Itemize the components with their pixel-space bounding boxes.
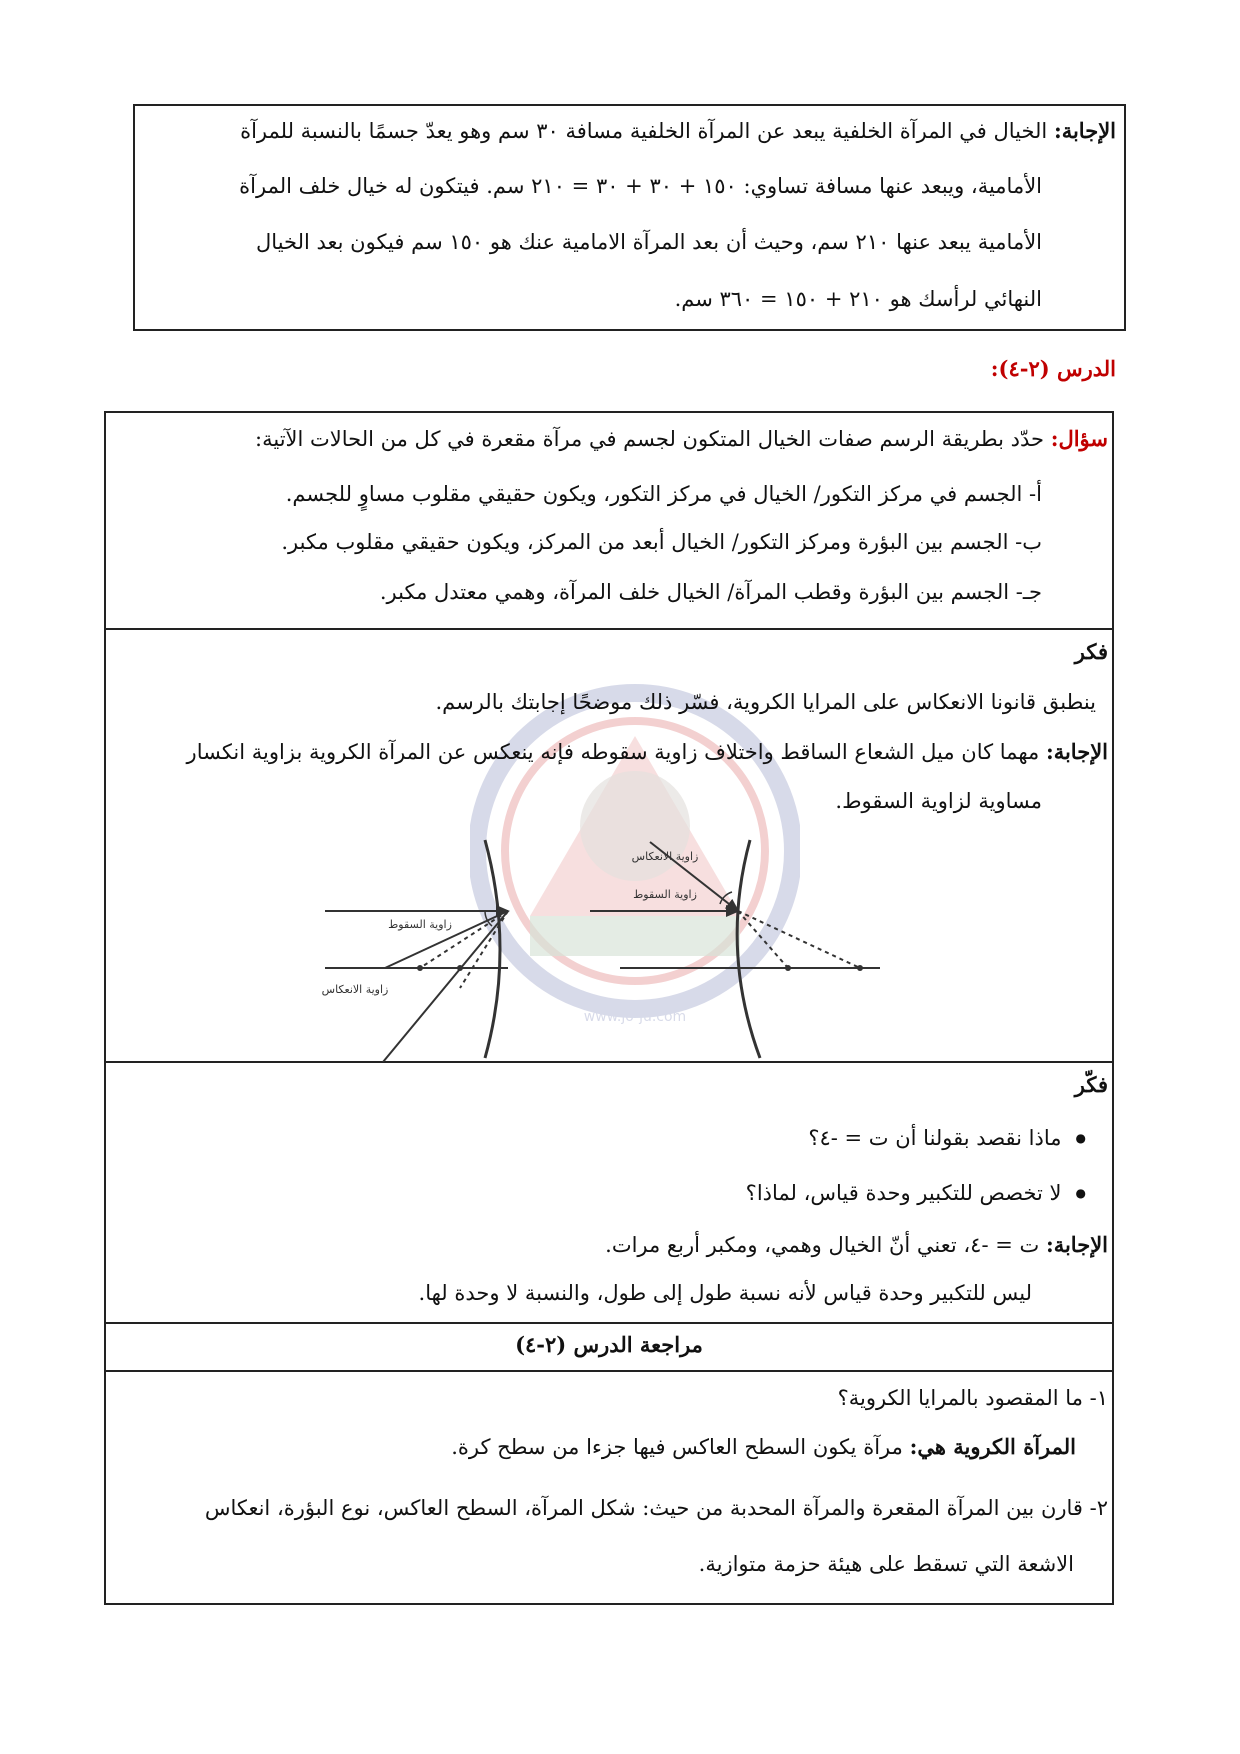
case-c: جـ- الجسم بين البؤرة وقطب المرآة/ الخيال خلف المرآة، وهمي معتدل مكبر. xyxy=(379,580,1042,604)
divider-1 xyxy=(104,628,1114,630)
right-mirror xyxy=(737,840,760,1058)
review-q2-line2: الاشعة التي تسقط على هيئة حزمة متوازية. xyxy=(698,1552,1074,1576)
right-incidence-label: زاوية السقوط xyxy=(633,888,697,901)
answer-label: الإجابة: xyxy=(1045,1232,1108,1257)
question-text: حدّد بطريقة الرسم صفات الخيال المتكون لجسم في مرآة مقعرة في كل من الحالات الآتية: xyxy=(255,427,1045,451)
review-a1 xyxy=(451,1432,1076,1462)
think2-bullet-2: ● لا تخصص للتكبير وحدة قياس، لماذا؟ xyxy=(746,1179,1086,1208)
question-line xyxy=(255,424,1108,454)
think2-answer-line2: ليس للتكبير وحدة قياس لأنه نسبة طول إلى طول، والنسبة لا وحدة لها. xyxy=(418,1281,1032,1305)
lesson-heading: الدرس (٢-٤): xyxy=(990,356,1116,381)
think2-answer-text: ت = -٤، تعني أنّ الخيال وهمي، ومكبر أربع مرات. xyxy=(605,1233,1040,1257)
answer1-text-1: الخيال في المرآة الخلفية يبعد عن المرآة الخلفية مسافة ٣٠ سم وهو يعدّ جسمًا بالنسبة للمرآة xyxy=(240,119,1048,143)
review-title: مراجعة الدرس (٢-٤) xyxy=(515,1332,703,1357)
think1-answer-line1 xyxy=(187,737,1108,767)
think1-answer-line2: مساوية لزاوية السقوط. xyxy=(835,789,1042,813)
think1-answer-text: مهما كان ميل الشعاع الساقط واختلاف زاوية سقوطه فإنه ينعكس عن المرآة الكروية بزاوية انكسار xyxy=(186,740,1040,764)
question-label: سؤال: xyxy=(1050,426,1108,451)
right-reflection-label: زاوية الانعكاس xyxy=(631,850,699,863)
review-a1-text: مرآة يكون السطح العاكس فيها جزءا من سطح كرة. xyxy=(451,1435,903,1459)
reflection-diagram xyxy=(320,830,900,1062)
left-reflection-label: زاوية الانعكاس xyxy=(321,983,389,996)
review-q2-line1: ٢- قارن بين المرآة المقعرة والمرآة المحدبة من حيث: شكل المرآة، السطح العاكس، نوع البؤرة، انعكاس xyxy=(204,1496,1108,1520)
review-a1-label: المرآة الكروية هي: xyxy=(909,1434,1076,1459)
answer1-line2: الأمامية، ويبعد عنها مسافة تساوي: ١٥٠ + ٣٠ + ٣٠ = ٢١٠ سم. فيتكون له خيال خلف المرآة xyxy=(239,174,1042,198)
think2-bullet-1: ● ماذا نقصد بقولنا أن ت = -٤؟ xyxy=(808,1124,1086,1153)
answer1-line4: النهائي لرأسك هو ٢١٠ + ١٥٠ = ٣٦٠ سم. xyxy=(674,287,1042,311)
divider-3 xyxy=(104,1322,1114,1324)
case-a: أ- الجسم في مركز التكور/ الخيال في مركز التكور، ويكون حقيقي مقلوب مساوٍ للجسم. xyxy=(285,482,1042,506)
answer1-line3: الأمامية يبعد عنها ٢١٠ سم، وحيث أن بعد المرآة الامامية عنك هو ١٥٠ سم فيكون بعد الخيال xyxy=(256,230,1042,254)
answer1-line1 xyxy=(240,116,1116,146)
think2-answer-line1 xyxy=(605,1230,1108,1260)
think1-text: ينطبق قانونا الانعكاس على المرايا الكروية، فسّر ذلك موضحًا إجابتك بالرسم. xyxy=(435,690,1096,714)
svg-text:www.jo-ju.com: www.jo-ju.com xyxy=(583,1009,687,1025)
think2-title: فكّر xyxy=(1074,1072,1108,1097)
think1-title: فكر xyxy=(1074,639,1108,664)
answer-label: الإجابة: xyxy=(1045,739,1108,764)
divider-4 xyxy=(104,1370,1114,1372)
case-b: ب- الجسم بين البؤرة ومركز التكور/ الخيال أبعد من المركز، ويكون حقيقي مقلوب مكبر. xyxy=(281,530,1042,554)
answer-label: الإجابة: xyxy=(1053,118,1116,143)
left-incidence-label: زاوية السقوط xyxy=(388,918,452,931)
left-mirror xyxy=(485,840,500,1058)
review-q1: ١- ما المقصود بالمرايا الكروية؟ xyxy=(837,1386,1108,1410)
